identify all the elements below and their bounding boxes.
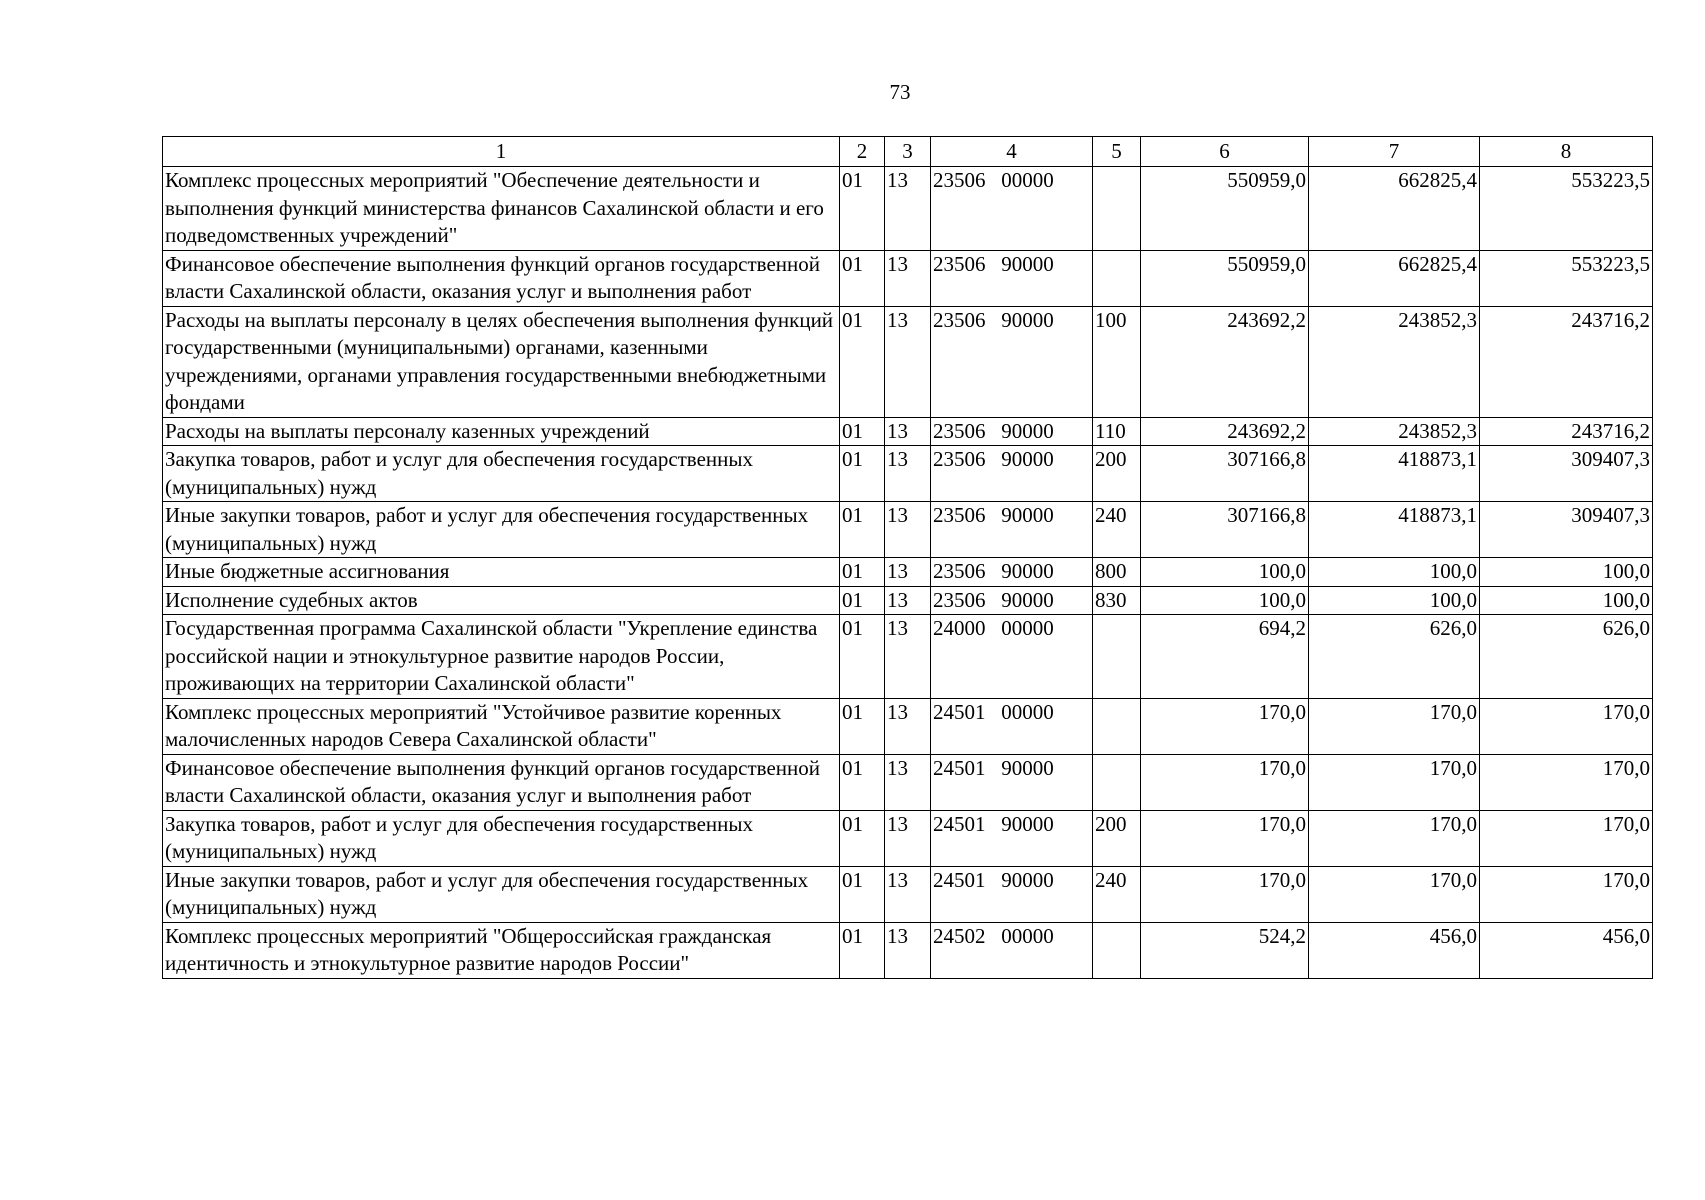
row-amount-col-6: 170,0 (1141, 810, 1309, 866)
row-amount-col-6: 170,0 (1141, 866, 1309, 922)
row-section: 01 (840, 615, 885, 699)
table-row (163, 446, 1653, 502)
row-target-article (931, 306, 1093, 417)
target-article-direction-code: 00000 (1001, 616, 1054, 640)
row-amount-col-6: 100,0 (1141, 558, 1309, 587)
row-target-article (931, 754, 1093, 810)
row-section: 01 (840, 866, 885, 922)
row-amount-col-7: 662825,4 (1309, 167, 1480, 251)
row-amount-col-8: 553223,5 (1480, 250, 1653, 306)
row-amount-col-8: 456,0 (1480, 922, 1653, 978)
row-target-article (931, 417, 1093, 446)
row-subsection: 13 (885, 810, 931, 866)
target-article-program-code: 23506 (933, 418, 986, 443)
target-article-program-code: 23506 (933, 447, 986, 471)
row-amount-col-6: 550959,0 (1141, 167, 1309, 251)
row-amount-col-6: 170,0 (1141, 754, 1309, 810)
row-amount-col-8: 100,0 (1480, 586, 1653, 615)
row-subsection: 13 (885, 502, 931, 558)
row-section: 01 (840, 558, 885, 587)
row-target-article (931, 615, 1093, 699)
row-name: Комплекс процессных мероприятий "Устойчивое развитие коренных малочисленных народов Севера Сахалинской области" (163, 698, 840, 754)
table-row (163, 754, 1653, 810)
row-subsection: 13 (885, 866, 931, 922)
row-expense-type (1093, 698, 1141, 754)
table-row (163, 306, 1653, 417)
row-amount-col-8: 170,0 (1480, 866, 1653, 922)
row-subsection: 13 (885, 922, 931, 978)
row-expense-type: 110 (1093, 417, 1141, 446)
row-section: 01 (840, 306, 885, 417)
row-name: Государственная программа Сахалинской области "Укрепление единства российской нации и этнокультурное развитие народов России, проживающих на территории Сахалинской области" (163, 615, 840, 699)
table-row (163, 417, 1653, 446)
row-amount-col-6: 100,0 (1141, 586, 1309, 615)
row-subsection: 13 (885, 698, 931, 754)
row-subsection: 13 (885, 306, 931, 417)
target-article-direction-code: 90000 (1001, 587, 1054, 612)
row-amount-col-8: 553223,5 (1480, 167, 1653, 251)
target-article-direction-code: 00000 (1001, 923, 1054, 948)
row-subsection: 13 (885, 615, 931, 699)
row-expense-type: 100 (1093, 306, 1141, 417)
row-target-article (931, 558, 1093, 587)
target-article-program-code: 24502 (933, 923, 986, 948)
page-number: 73 (889, 80, 911, 104)
row-amount-col-7: 100,0 (1309, 558, 1480, 587)
row-target-article (931, 446, 1093, 502)
row-section: 01 (840, 167, 885, 251)
row-section: 01 (840, 754, 885, 810)
row-name: Финансовое обеспечение выполнения функций органов государственной власти Сахалинской области, оказания услуг и выполнения работ (163, 250, 840, 306)
row-name: Расходы на выплаты персоналу в целях обеспечения выполнения функций государственными (муниципальными) органами, казенными учреждениями, органами управления государственными внебюджетными фондами (163, 306, 840, 417)
row-subsection: 13 (885, 446, 931, 502)
row-expense-type: 200 (1093, 810, 1141, 866)
target-article-direction-code: 00000 (1001, 168, 1054, 192)
header-col-5: 5 (1093, 137, 1141, 167)
table-row (163, 922, 1653, 978)
row-section: 01 (840, 446, 885, 502)
row-section: 01 (840, 810, 885, 866)
row-section: 01 (840, 417, 885, 446)
table-row (163, 586, 1653, 615)
row-target-article (931, 810, 1093, 866)
row-amount-col-8: 170,0 (1480, 698, 1653, 754)
row-target-article (931, 502, 1093, 558)
target-article-program-code: 24501 (933, 699, 986, 724)
row-amount-col-8: 243716,2 (1480, 306, 1653, 417)
target-article-direction-code: 90000 (1001, 867, 1054, 892)
row-amount-col-6: 243692,2 (1141, 417, 1309, 446)
row-amount-col-8: 309407,3 (1480, 446, 1653, 502)
row-section: 01 (840, 250, 885, 306)
row-amount-col-7: 418873,1 (1309, 502, 1480, 558)
target-article-program-code: 24501 (933, 811, 986, 836)
row-name: Иные закупки товаров, работ и услуг для обеспечения государственных (муниципальных) нужд (163, 502, 840, 558)
row-section: 01 (840, 586, 885, 615)
row-name: Закупка товаров, работ и услуг для обеспечения государственных (муниципальных) нужд (163, 810, 840, 866)
header-col-6: 6 (1141, 137, 1309, 167)
header-col-1: 1 (163, 137, 840, 167)
row-name: Комплекс процессных мероприятий "Обеспечение деятельности и выполнения функций министерства финансов Сахалинской области и его подведомственных учреждений" (163, 167, 840, 251)
row-amount-col-6: 170,0 (1141, 698, 1309, 754)
row-expense-type: 240 (1093, 866, 1141, 922)
row-amount-col-7: 662825,4 (1309, 250, 1480, 306)
row-target-article (931, 250, 1093, 306)
row-amount-col-7: 456,0 (1309, 922, 1480, 978)
target-article-program-code: 23506 (933, 587, 986, 612)
row-subsection: 13 (885, 558, 931, 587)
row-name: Исполнение судебных актов (163, 586, 840, 615)
row-amount-col-6: 694,2 (1141, 615, 1309, 699)
row-amount-col-7: 170,0 (1309, 698, 1480, 754)
row-amount-col-7: 243852,3 (1309, 417, 1480, 446)
row-expense-type (1093, 167, 1141, 251)
row-expense-type (1093, 250, 1141, 306)
row-amount-col-7: 170,0 (1309, 754, 1480, 810)
row-expense-type (1093, 754, 1141, 810)
target-article-program-code: 23506 (933, 307, 986, 332)
table-row (163, 615, 1653, 699)
row-subsection: 13 (885, 586, 931, 615)
target-article-program-code: 23506 (933, 503, 986, 527)
table-row (163, 810, 1653, 866)
target-article-program-code: 24501 (933, 867, 986, 892)
target-article-program-code: 24501 (933, 755, 986, 780)
row-section: 01 (840, 698, 885, 754)
target-article-direction-code: 00000 (1001, 699, 1054, 724)
table-body (163, 167, 1653, 979)
row-amount-col-8: 170,0 (1480, 810, 1653, 866)
row-name: Закупка товаров, работ и услуг для обеспечения государственных (муниципальных) нужд (163, 446, 840, 502)
row-name: Иные бюджетные ассигнования (163, 558, 840, 587)
row-expense-type: 800 (1093, 558, 1141, 587)
header-row (163, 137, 1653, 167)
row-name: Комплекс процессных мероприятий "Общероссийская гражданская идентичность и этнокультурное развитие народов России" (163, 922, 840, 978)
target-article-direction-code: 90000 (1001, 418, 1054, 443)
table-row (163, 698, 1653, 754)
row-target-article (931, 922, 1093, 978)
target-article-direction-code: 90000 (1001, 503, 1054, 527)
row-amount-col-6: 243692,2 (1141, 306, 1309, 417)
header-col-2: 2 (840, 137, 885, 167)
table-row (163, 558, 1653, 587)
table-row (163, 250, 1653, 306)
row-subsection: 13 (885, 754, 931, 810)
target-article-program-code: 24000 (933, 616, 986, 640)
row-section: 01 (840, 502, 885, 558)
row-amount-col-6: 307166,8 (1141, 502, 1309, 558)
row-expense-type: 240 (1093, 502, 1141, 558)
header-col-7: 7 (1309, 137, 1480, 167)
row-expense-type (1093, 615, 1141, 699)
row-target-article (931, 167, 1093, 251)
table-row (163, 167, 1653, 251)
target-article-program-code: 23506 (933, 168, 986, 192)
row-target-article (931, 698, 1093, 754)
target-article-direction-code: 90000 (1001, 755, 1054, 780)
row-amount-col-6: 550959,0 (1141, 250, 1309, 306)
table-row (163, 866, 1653, 922)
row-amount-col-7: 170,0 (1309, 810, 1480, 866)
row-name: Расходы на выплаты персоналу казенных учреждений (163, 417, 840, 446)
row-amount-col-7: 100,0 (1309, 586, 1480, 615)
row-target-article (931, 866, 1093, 922)
target-article-direction-code: 90000 (1001, 251, 1054, 276)
row-subsection: 13 (885, 250, 931, 306)
row-amount-col-6: 307166,8 (1141, 446, 1309, 502)
header-col-8: 8 (1480, 137, 1653, 167)
row-amount-col-8: 243716,2 (1480, 417, 1653, 446)
row-subsection: 13 (885, 167, 931, 251)
row-amount-col-7: 626,0 (1309, 615, 1480, 699)
row-amount-col-8: 309407,3 (1480, 502, 1653, 558)
row-amount-col-7: 170,0 (1309, 866, 1480, 922)
row-target-article (931, 586, 1093, 615)
target-article-direction-code: 90000 (1001, 307, 1054, 332)
row-name: Финансовое обеспечение выполнения функций органов государственной власти Сахалинской области, оказания услуг и выполнения работ (163, 754, 840, 810)
target-article-program-code: 23506 (933, 559, 986, 583)
target-article-direction-code: 90000 (1001, 811, 1054, 836)
row-amount-col-8: 170,0 (1480, 754, 1653, 810)
row-amount-col-6: 524,2 (1141, 922, 1309, 978)
row-expense-type: 200 (1093, 446, 1141, 502)
target-article-program-code: 23506 (933, 251, 986, 276)
target-article-direction-code: 90000 (1001, 559, 1054, 583)
table-row (163, 502, 1653, 558)
row-amount-col-8: 626,0 (1480, 615, 1653, 699)
row-amount-col-7: 418873,1 (1309, 446, 1480, 502)
header-col-4: 4 (931, 137, 1093, 167)
header-col-3: 3 (885, 137, 931, 167)
row-name: Иные закупки товаров, работ и услуг для обеспечения государственных (муниципальных) нужд (163, 866, 840, 922)
row-subsection: 13 (885, 417, 931, 446)
row-amount-col-8: 100,0 (1480, 558, 1653, 587)
row-section: 01 (840, 922, 885, 978)
target-article-direction-code: 90000 (1001, 447, 1054, 471)
budget-table (162, 136, 1653, 979)
row-amount-col-7: 243852,3 (1309, 306, 1480, 417)
row-expense-type (1093, 922, 1141, 978)
row-expense-type: 830 (1093, 586, 1141, 615)
